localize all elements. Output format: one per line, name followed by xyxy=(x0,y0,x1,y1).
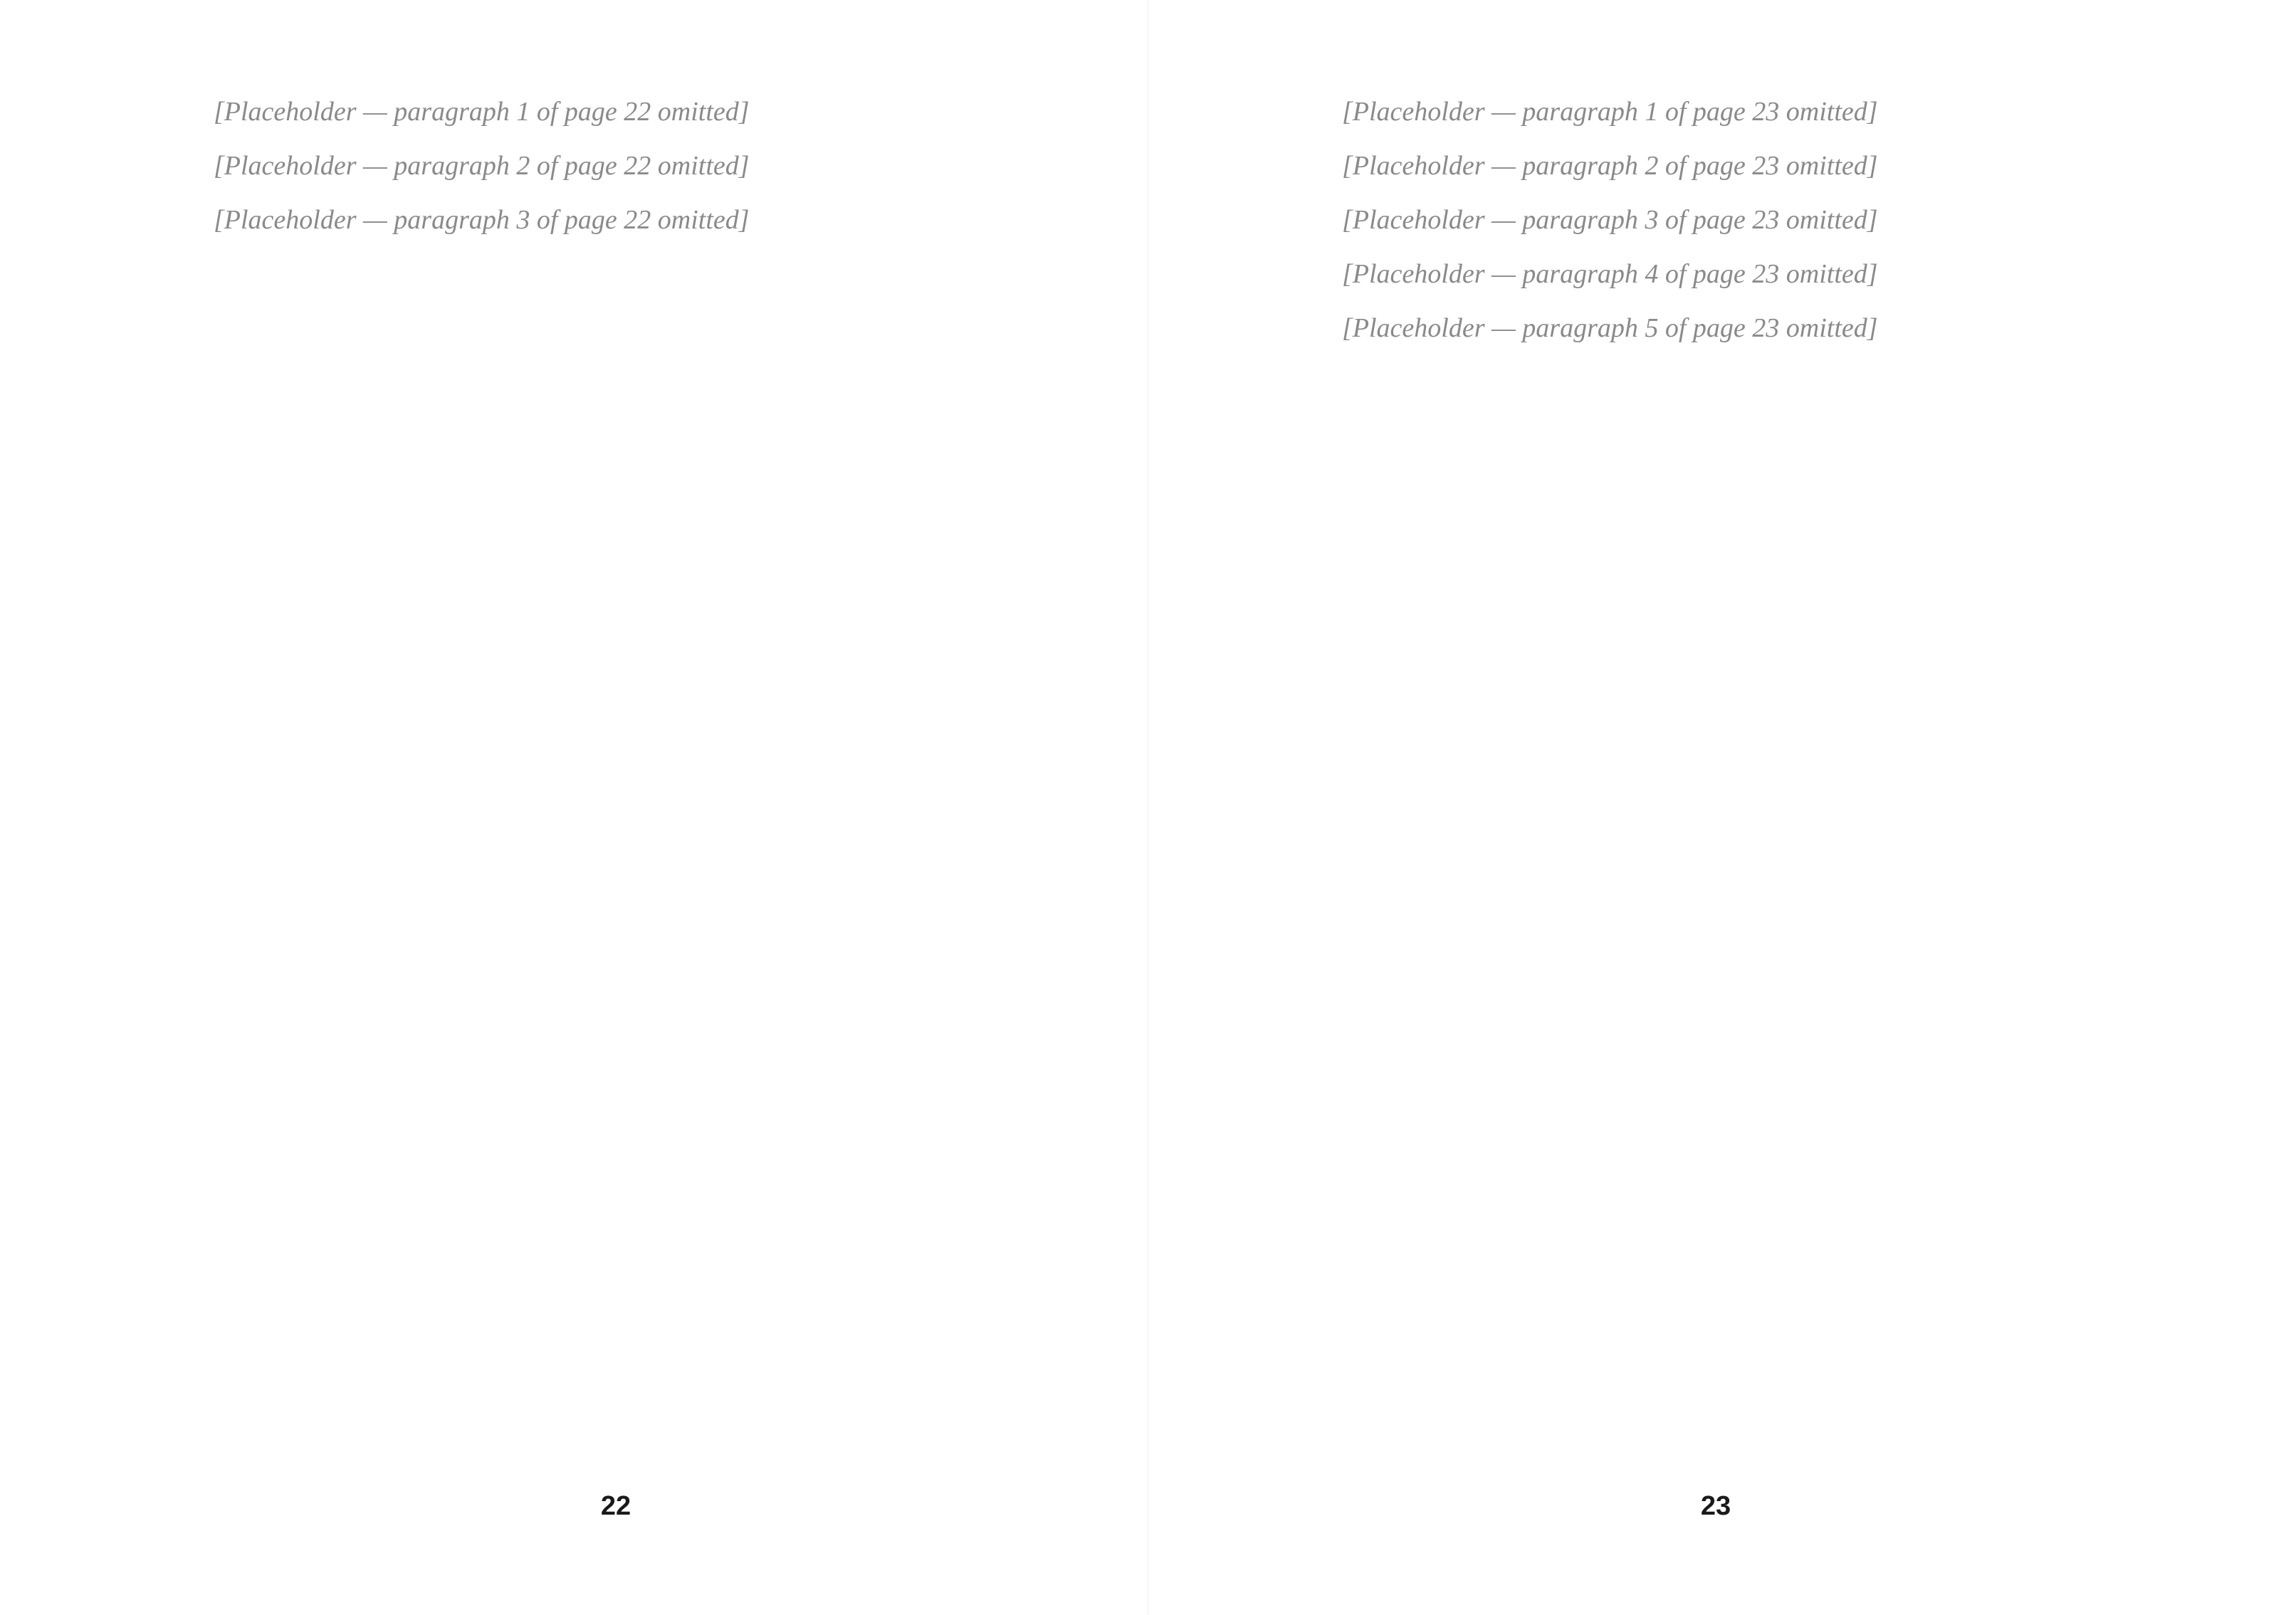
right-paragraph-3: [Placeholder — paragraph 3 of page 23 omitted] xyxy=(1342,205,1878,235)
right-paragraph-5: [Placeholder — paragraph 5 of page 23 omitted] xyxy=(1342,313,1878,343)
left-paragraph-3: [Placeholder — paragraph 3 of page 22 omitted] xyxy=(214,205,750,235)
right-page-number: 23 xyxy=(1700,1491,1731,1521)
left-paragraph-2: [Placeholder — paragraph 2 of page 22 omitted] xyxy=(214,151,750,181)
left-page xyxy=(164,93,1068,1516)
right-page xyxy=(1292,93,2196,1516)
left-page-number: 22 xyxy=(600,1491,631,1521)
right-paragraph-4: [Placeholder — paragraph 4 of page 23 omitted] xyxy=(1342,259,1878,289)
left-paragraph-1: [Placeholder — paragraph 1 of page 22 omitted] xyxy=(214,97,750,127)
right-paragraph-2: [Placeholder — paragraph 2 of page 23 omitted] xyxy=(1342,151,1878,181)
right-paragraph-1: [Placeholder — paragraph 1 of page 23 omitted] xyxy=(1342,97,1878,127)
